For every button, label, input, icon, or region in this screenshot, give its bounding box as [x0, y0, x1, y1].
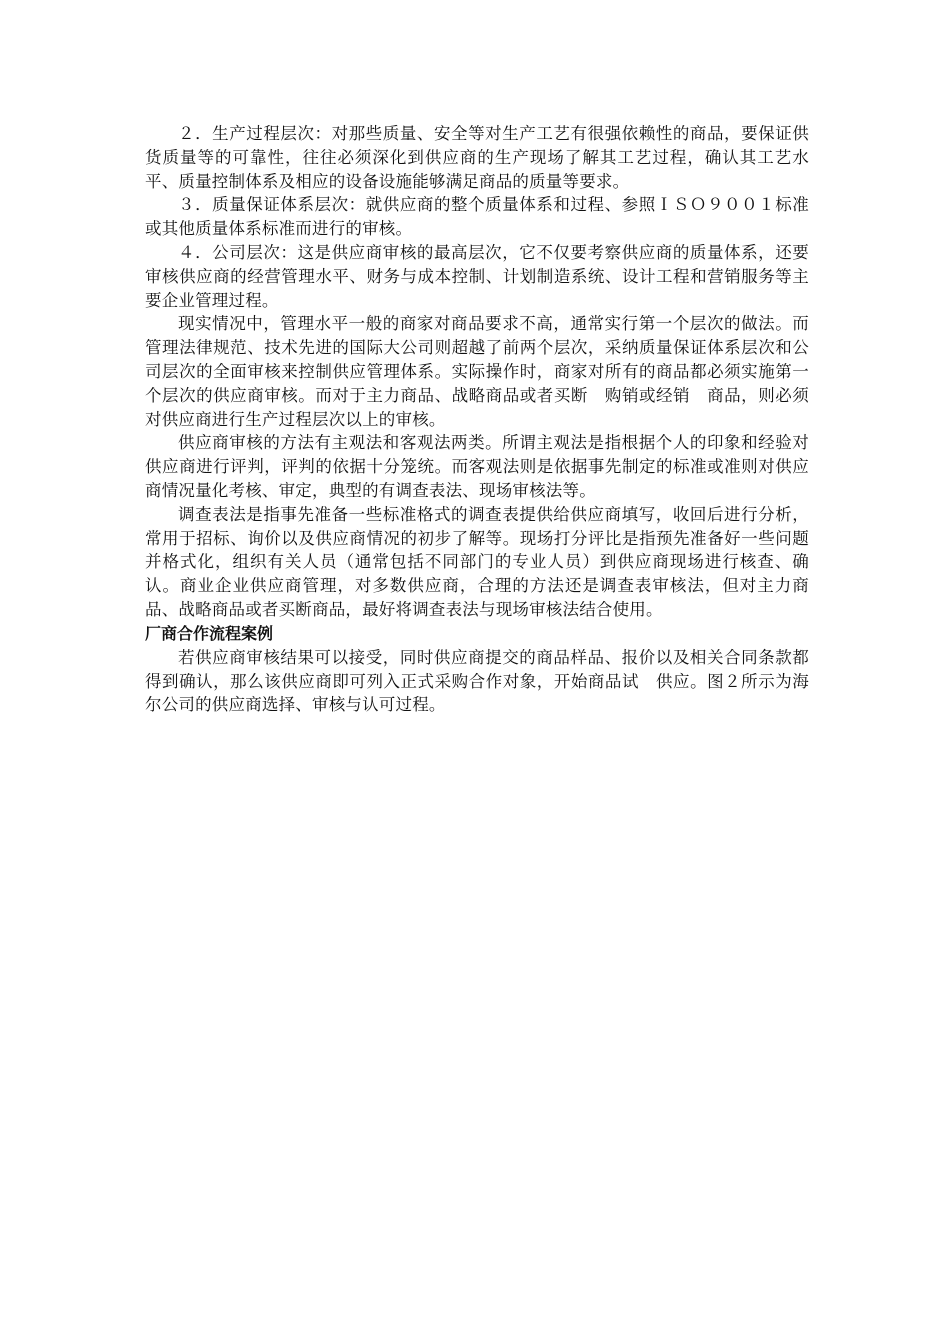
- paragraph-company-level: ４．公司层次：这是供应商审核的最高层次，它不仅要考察供应商的质量体系，还要审核供应商的经营管理水平、财务与成本控制、计划制造系统、设计工程和营销服务等主要企业管理过程。: [145, 242, 809, 310]
- section-heading: 厂商合作流程案例: [145, 623, 274, 643]
- paragraph-production-process-level: ２．生产过程层次：对那些质量、安全等对生产工艺有很强依赖性的商品，要保证供货质量等的可靠性，往往必须深化到供应商的生产现场了解其工艺过程，确认其工艺水平、质量控制体系及相应的设备设施能够满足商品的质量等要求。: [145, 124, 809, 191]
- paragraph-survey-method: 调查表法是指事先准备一些标准格式的调查表提供给供应商填写，收回后进行分析，常用于招标、询价以及供应商情况的初步了解等。现场打分评比是指预先准备好一些问题并格式化，组织有关人员（通常包括不同部门的专业人员）到供应商现场进行核查、确认。商业企业供应商管理，对多数供应商，合理的方法还是调查表审核法，但对主力商品、战略商品或者买断商品，最好将调查表法与现场审核法结合使用。: [145, 504, 809, 619]
- paragraph-audit-methods: 供应商审核的方法有主观法和客观法两类。所谓主观法是指根据个人的印象和经验对供应商进行评判，评判的依据十分笼统。而客观法则是依据事先制定的标准或准则对供应商情况量化考核、审定，典型的有调查表法、现场审核法等。: [145, 433, 809, 500]
- document-page: [145, 122, 809, 717]
- paragraph-quality-assurance-level: ３．质量保证体系层次：就供应商的整个质量体系和过程、参照ＩＳＯ９００１标准或其他质量体系标准而进行的审核。: [145, 195, 809, 239]
- paragraph-cooperation-case: 若供应商审核结果可以接受，同时供应商提交的商品样品、报价以及相关合同条款都得到确认，那么该供应商即可列入正式采购合作对象，开始商品试 供应。图２所示为海尔公司的供应商选择、审核与认可过程。: [145, 647, 809, 715]
- paragraph-real-situation: 现实情况中，管理水平一般的商家对商品要求不高，通常实行第一个层次的做法。而管理法律规范、技术先进的国际大公司则超越了前两个层次，采纳质量保证体系层次和公司层次的全面审核来控制供应管理体系。实际操作时，商家对所有的商品都必须实施第一个层次的供应商审核。而对于主力商品、战略商品或者买断 购销或经销 商品，则必须对供应商进行生产过程层次以上的审核。: [145, 314, 809, 429]
